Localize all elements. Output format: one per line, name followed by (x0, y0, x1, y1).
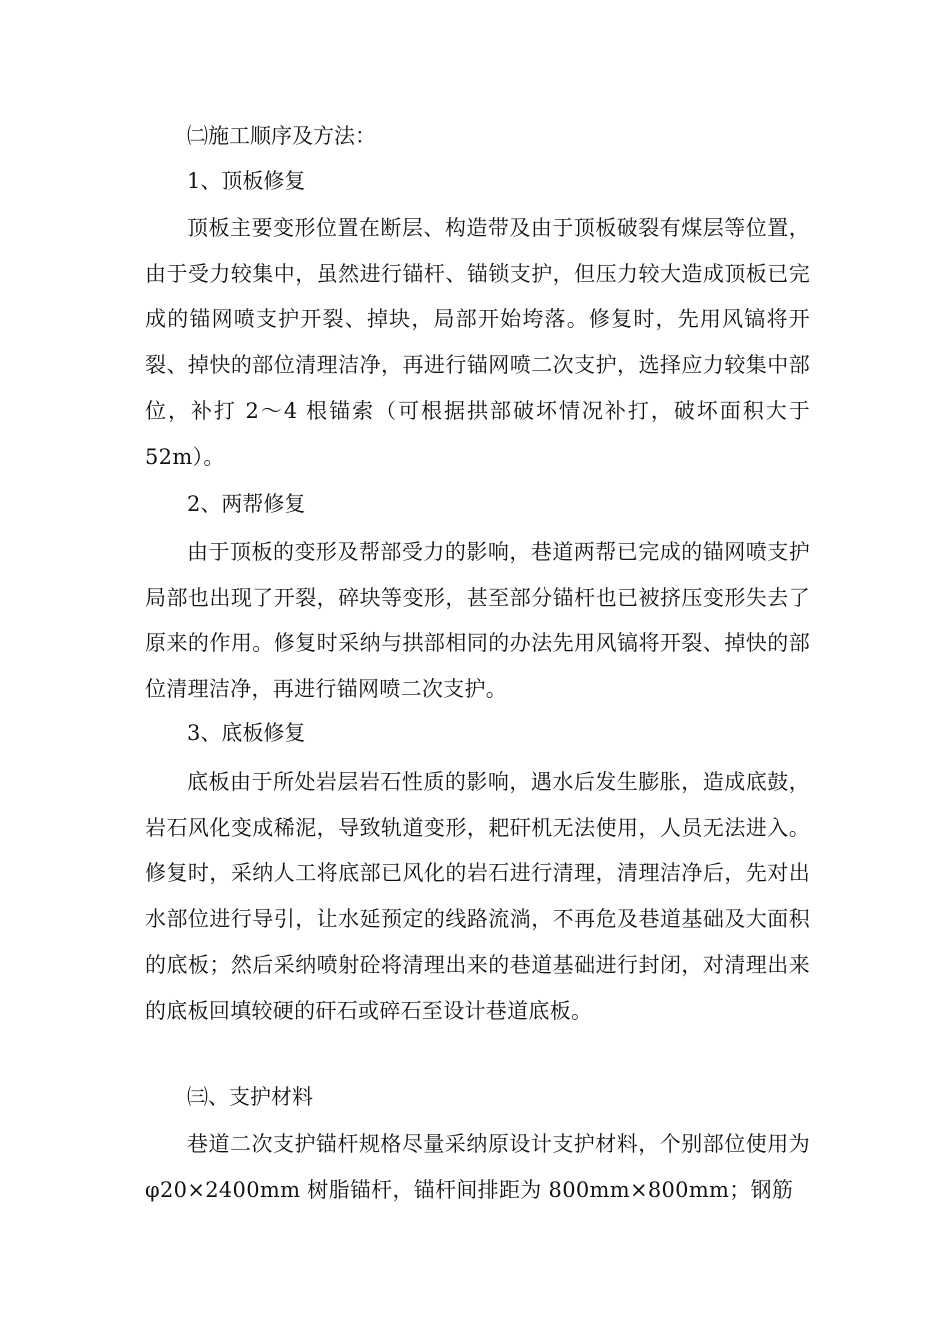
heading-sides-repair: 2、两帮修复 (187, 492, 306, 516)
paragraph-support-materials: 巷道二次支护锚杆规格尽量采纳原设计支护材料，个别部位使用为 φ20×2400mm 树脂锚杆，锚杆间排距为 800mm×800mm；钢筋 (145, 1132, 810, 1202)
paragraph-roof-repair: 顶板主要变形位置在断层、构造带及由于顶板破裂有煤层等位置，由于受力较集中，虽然进行锚杆、锚锁支护，但压力较大造成顶板已完成的锚网喷支护开裂、掉块，局部开始垮落。修复时，先用风镐将开裂、掉快的部位清理洁净，再进行锚网喷二次支护，选择应力较集中部位，补打 2～4 根锚索（可根据拱部破坏情况补打，破坏面积大于 52m）。 (145, 216, 810, 469)
heading-floor-repair: 3、底板修复 (187, 721, 306, 745)
paragraph-floor-repair: 底板由于所处岩层岩石性质的影响，遇水后发生膨胀，造成底鼓，岩石风化变成稀泥，导致轨道变形，耙矸机无法使用，人员无法进入。修复时，采纳人工将底部已风化的岩石进行清理，清理洁净后，先对出水部位进行导引，让水延预定的线路流淌，不再危及巷道基础及大面积的底板；然后采纳喷射砼将清理出来的巷道基础进行封闭，对清理出来的底板回填较硬的矸石或碎石至设计巷道底板。 (145, 770, 810, 1023)
paragraph-sides-repair: 由于顶板的变形及帮部受力的影响，巷道两帮已完成的锚网喷支护局部也出现了开裂，碎块等变形，甚至部分锚杆也已被挤压变形失去了原来的作用。修复时采纳与拱部相同的办法先用风镐将开裂、掉快的部位清理洁净，再进行锚网喷二次支护。 (145, 540, 810, 702)
heading-construction-method: ㈡施工顺序及方法： (187, 124, 376, 148)
heading-roof-repair: 1、顶板修复 (187, 169, 306, 193)
heading-support-materials: ㈢、支护材料 (187, 1085, 313, 1109)
